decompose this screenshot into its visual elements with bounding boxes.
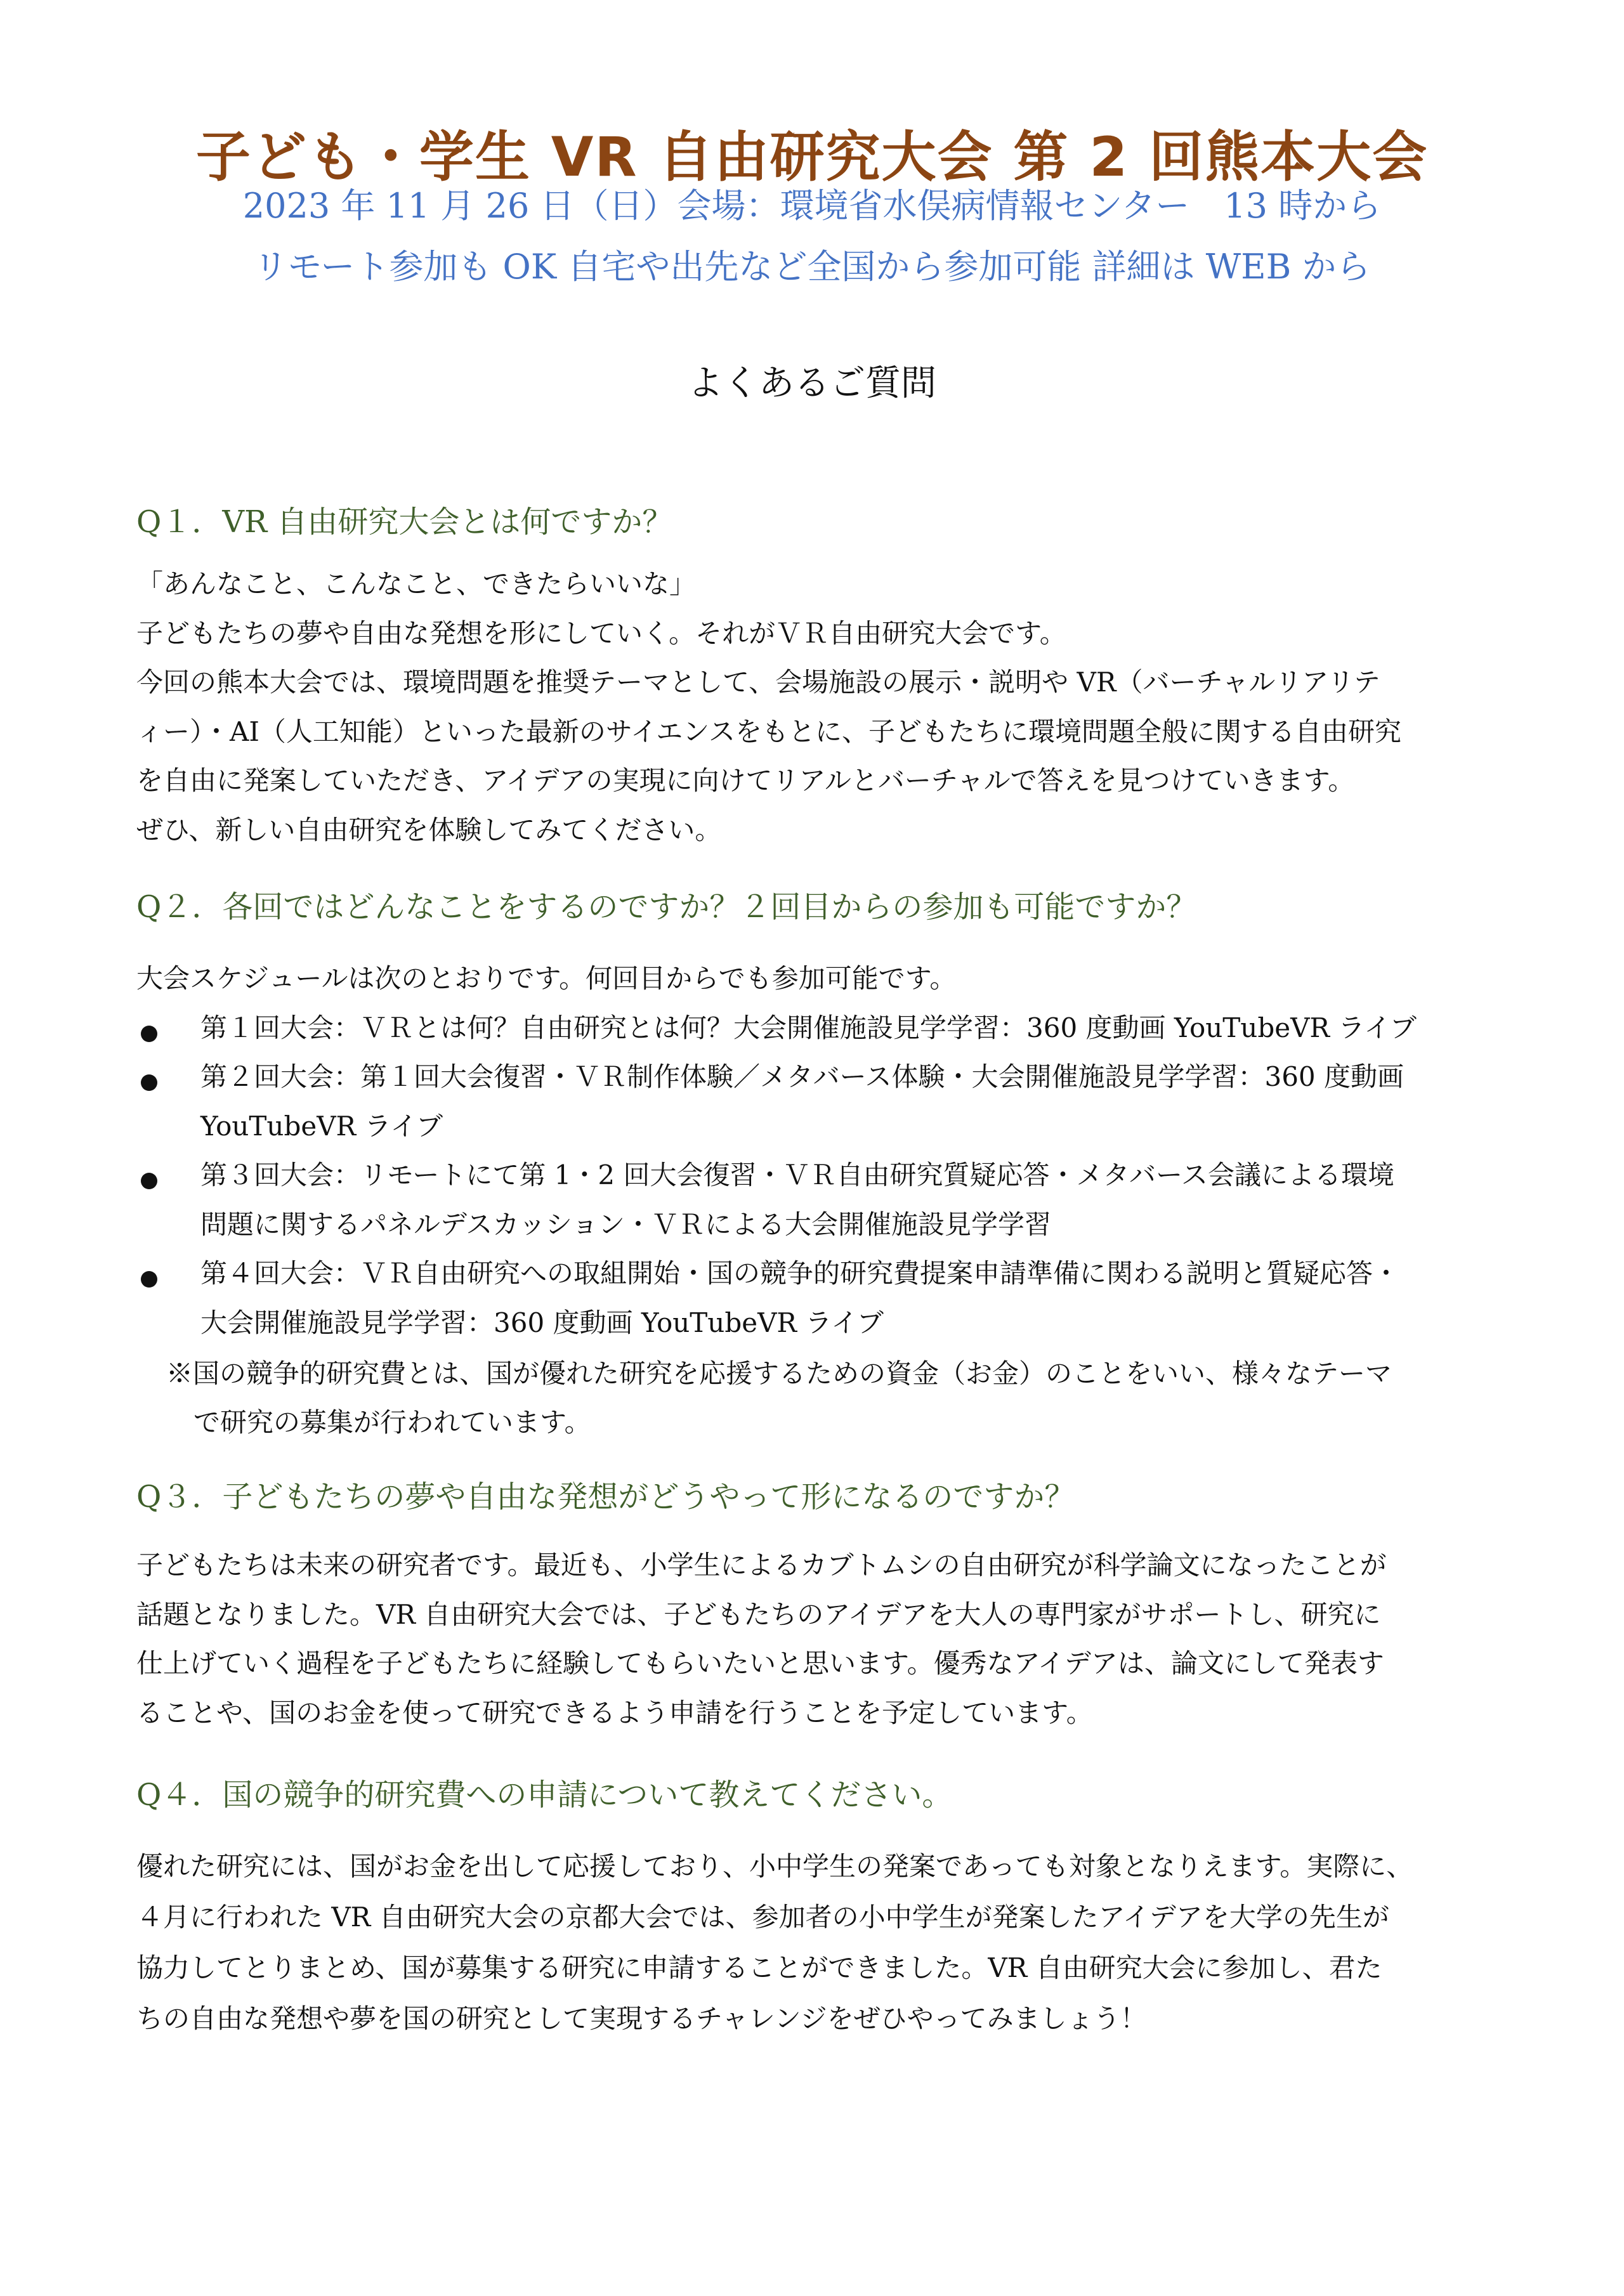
bullet-icon	[141, 1026, 157, 1042]
answer-1-line: 今回の熊本大会では、環境問題を推奨テーマとして、会場施設の展示・説明や VR（バーチャルリアリテ	[136, 667, 1380, 698]
schedule-item-line: 第２回大会：第１回大会復習・ＶＲ制作体験／メタバース体験・大会開催施設見学学習：360 度動画	[200, 1061, 1404, 1092]
event-participation-info: リモート参加も OK 自宅や出先など全国から参加可能 詳細は WEB から	[253, 247, 1371, 287]
event-title: 子ども・学生 VR 自由研究大会 第 2 回熊本大会	[195, 126, 1429, 189]
question-2: Q２．各回ではどんなことをするのですか？２回目からの参加も可能ですか？	[136, 889, 1197, 925]
answer-3-line: ることや、国のお金を使って研究できるよう申請を行うことを予定しています。	[136, 1697, 1093, 1728]
answer-4-line: 優れた研究には、国がお金を出して応援しており、小中学生の発案であっても対象となりえます。実際に、	[136, 1851, 1413, 1882]
answer-3-line: 話題となりました。VR 自由研究大会では、子どもたちのアイデアを大人の専門家がサポートし、研究に	[136, 1599, 1381, 1630]
schedule-item-line: YouTubeVR ライブ	[200, 1111, 443, 1142]
bullet-icon	[141, 1271, 157, 1288]
answer-1-line: 「あんなこと、こんなこと、できたらいいな」	[136, 568, 697, 599]
event-date-venue: 2023 年 11 月 26 日（日）会場：環境省水俣病情報センター 13 時から	[242, 186, 1382, 226]
answer-1-line: 子どもたちの夢や自由な発想を形にしていく。それがＶＲ自由研究大会です。	[136, 618, 1066, 649]
question-1: Q１．VR 自由研究大会とは何ですか？	[136, 504, 673, 540]
footnote-line: ※国の競争的研究費とは、国が優れた研究を応援するための資金（お金）のことをいい、様々なテーマ	[166, 1358, 1392, 1389]
question-3: Q３．子どもたちの夢や自由な発想がどうやって形になるのですか？	[136, 1479, 1075, 1515]
schedule-item-line: 第１回大会：ＶＲとは何？自由研究とは何？大会開催施設見学学習：360 度動画 YouTubeVR ライブ	[200, 1012, 1417, 1043]
schedule-item-line: 大会開催施設見学学習：360 度動画 YouTubeVR ライブ	[200, 1307, 884, 1338]
bullet-icon	[141, 1173, 157, 1189]
answer-3-line: 子どもたちは未来の研究者です。最近も、小学生によるカブトムシの自由研究が科学論文になったことが	[136, 1549, 1387, 1581]
answer-4-line: ちの自由な発想や夢を国の研究として実現するチャレンジをぜひやってみましょう！	[136, 2003, 1147, 2034]
answer-1-line: ィー）・AI（人工知能）といった最新のサイエンスをもとに、子どもたちに環境問題全般に関する自由研究	[136, 716, 1402, 747]
answer-2-intro: 大会スケジュールは次のとおりです。何回目からでも参加可能です。	[136, 963, 957, 994]
answer-1-line: を自由に発案していただき、アイデアの実現に向けてリアルとバーチャルで答えを見つけていきます。	[136, 765, 1355, 796]
faq-heading: よくあるご質問	[688, 363, 936, 404]
footnote-line: で研究の募集が行われています。	[193, 1407, 591, 1438]
answer-4-line: 協力してとりまとめ、国が募集する研究に申請することができました。VR 自由研究大会に参加し、君た	[136, 1952, 1382, 1983]
schedule-item-line: 第４回大会：ＶＲ自由研究への取組開始・国の競争的研究費提案申請準備に関わる説明と質疑応答・	[200, 1258, 1400, 1289]
schedule-item-line: 問題に関するパネルデスカッション・ＶＲによる大会開催施設見学学習	[200, 1209, 1052, 1240]
bullet-icon	[141, 1074, 157, 1091]
answer-1-line: ぜひ、新しい自由研究を体験してみてください。	[136, 814, 722, 845]
question-4: Q４．国の競争的研究費への申請について教えてください。	[136, 1777, 953, 1813]
answer-4-line: ４月に行われた VR 自由研究大会の京都大会では、参加者の小中学生が発案したアイデアを大学の先生が	[136, 1901, 1389, 1933]
schedule-item-line: 第３回大会：リモートにて第 1・2 回大会復習・ＶＲ自由研究質疑応答・メタバース会議による環境	[200, 1159, 1394, 1190]
answer-3-line: 仕上げていく過程を子どもたちに経験してもらいたいと思います。優秀なアイデアは、論文にして発表す	[136, 1648, 1384, 1679]
